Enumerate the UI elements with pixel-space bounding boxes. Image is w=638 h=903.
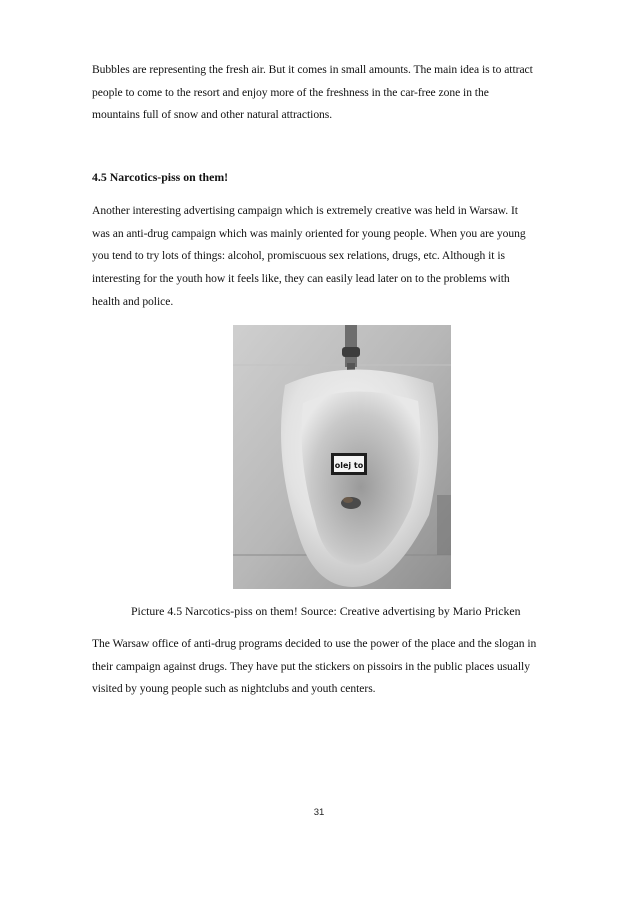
paragraph-warsaw — [92, 633, 562, 701]
urinal-photo — [233, 325, 451, 589]
paragraph-line: The Warsaw office of anti-drug programs decided to use the power of the place and the slogan in — [92, 637, 537, 650]
paragraph-line: their campaign against drugs. They have put the stickers on pissoirs in the public places usually — [92, 659, 530, 673]
paragraph-line: was an anti-drug campaign which was mainly oriented for young people. When you are young — [92, 226, 526, 240]
paragraph-line: mountains full of snow and other natural attractions. — [92, 108, 333, 122]
urinal-illustration — [233, 325, 451, 589]
paragraph-line: people to come to the resort and enjoy more of the freshness in the car-free zone in the — [92, 85, 489, 99]
paragraph-line: interesting for the youth how it feels like, they can easily lead later on to the problems with — [92, 272, 510, 286]
paragraph-bubbles — [92, 59, 562, 127]
paragraph-line: visited by young people such as nightclubs and youth centers. — [92, 682, 376, 696]
paragraph-line: health and police. — [92, 294, 174, 308]
sticker-text: olej to — [334, 461, 364, 470]
figure-caption: Picture 4.5 Narcotics-piss on them! Source: Creative advertising by Mario Pricken — [131, 604, 521, 618]
page-number: 31 — [313, 807, 325, 818]
paragraph-campaign — [92, 200, 562, 314]
paragraph-line: Bubbles are representing the fresh air. But it comes in small amounts. The main idea is to attract — [92, 63, 533, 76]
paragraph-line: you tend to try lots of things: alcohol, promiscuous sex relations, drugs, etc. Although it is — [92, 249, 505, 263]
section-heading: 4.5 Narcotics-piss on them! — [92, 170, 229, 184]
paragraph-line: Another interesting advertising campaign which is extremely creative was held in Warsaw. It — [92, 204, 518, 217]
